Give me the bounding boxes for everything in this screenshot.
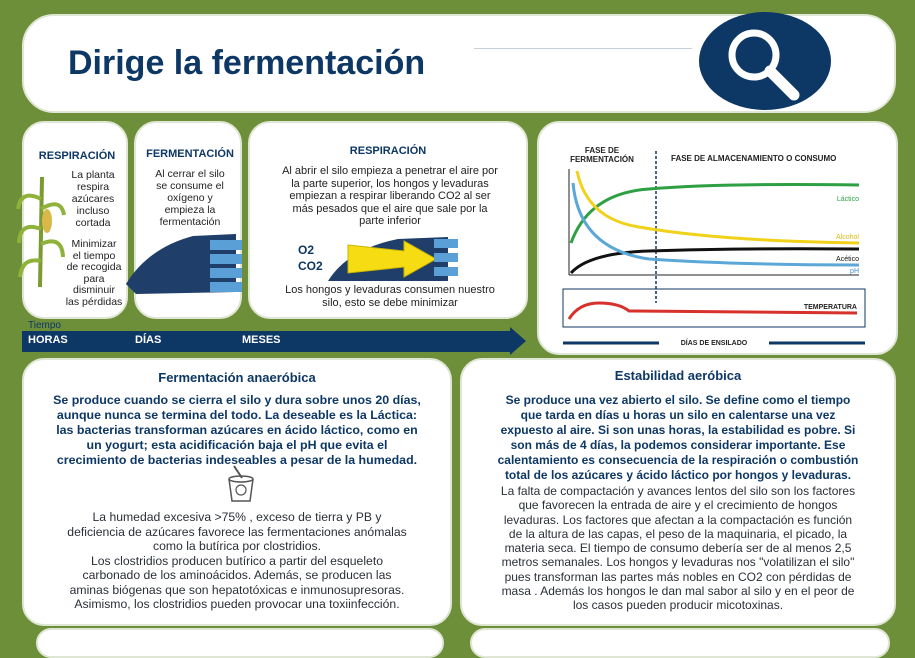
corn-plant-icon [16,169,66,294]
timeline-label-meses: MESES [242,334,281,346]
fermentation-chart-card [537,121,898,355]
aerobic-details: La falta de compactación y avances lentos del silo son los factores que favorecen la entrada de aire y el crecimiento de hongos levaduras. Los factores que afectan a la compactación es función de la altura de las capas, el peso de la maquinaria, el picado, la materia seca. El tiempo de consumo debería ser de al menos 2,5 metros semanales. Los hongos y levaduras nos "volatilizan el silo" pues transforman las partes más nobles en CO2 con pérdidas de masa . Además los hongos le dan mal sabor al silo y en el peor de los casos pueden producir micotoxinas. [500,484,856,613]
stage-respiration-card [22,121,128,319]
anaerobic-fermentation-card [22,358,452,626]
series-acetico [571,249,859,273]
fermentation-chart [539,123,896,353]
legend-acetico: Acético [836,256,859,263]
next-card-left [36,628,444,658]
phase-label-fermentation: FASE DE FERMENTACIÓN [570,146,634,164]
yogurt-icon [224,464,258,509]
o2-label: O2 [298,243,315,257]
page-title: Dirige la fermentación [68,44,426,82]
stage-description: La planta respira azúcares incluso cortada [71,169,115,229]
timeline-axis-label: Tiempo [28,320,61,331]
legend-lactico: Láctico [836,196,859,203]
stage-description: Al abrir el silo empieza a penetrar el aire por la parte superior, los hongos y levaduras empiezan a respirar liberando CO2 al ser más pesados que el aire que sale por la parte inferior [282,165,498,227]
co2-label: CO2 [298,259,323,273]
closed-silo-icon [118,222,258,309]
stage-description: Al cerrar el silo se consume el oxígeno y empieza la fermentación [155,168,225,228]
x-axis-label: DÍAS DE ENSILADO [680,340,748,347]
open-silo-icon [308,229,468,288]
aerobic-summary: Se produce una vez abierto el silo. Se define como el tiempo que tarda en días u horas un silo en calentarse una vez expuesto al aire. Si son unas horas, la estabilidad es pobre. Si son más de 4 días, la podemos considerar importante. Ese calentamiento es consecuencia de la respiración o combustión total de los azúcares y ácido láctico por hongos y levaduras. [497,393,859,482]
stage-title: RESPIRACIÓN [38,150,116,162]
aerobic-stability-card [460,358,896,626]
magnifier-icon [699,12,831,110]
series-alcohol [577,171,859,243]
stage-title: FERMENTACIÓN [146,148,234,160]
stage-tip: Minimizar el tiempo de recogida para disminuir las pérdidas [65,238,123,308]
phase-label-storage: FASE DE ALMACENAMIENTO O CONSUMO [671,154,837,163]
legend-alcohol: Alcohol [836,234,859,241]
anaerobic-details: La humedad excesiva >75% , exceso de tierra y PB y deficiencia de azúcares favorece las fermentaciones anómalas como la butírica por clostridios. Los clostridios producen butírico a partir del esqueleto carbonado de los aminoácidos. Además, se producen las aminas biógenas que son hepatotóxicas e inmunosupresoras. Asimismo, los clostridios pueden provocar una toxiinfección. [67,510,407,611]
section-title: Fermentación anaeróbica [158,370,316,385]
timeline-label-horas: HORAS [28,334,68,346]
legend-temperatura: TEMPERATURA [803,304,857,311]
timeline-label-dias: DÍAS [135,334,162,346]
series-lactico [571,185,859,244]
section-title: Estabilidad aeróbica [614,368,742,383]
next-card-right [470,628,890,658]
timeline-arrow-icon [510,327,526,355]
anaerobic-summary: Se produce cuando se cierra el silo y dura sobre unos 20 días, aunque nunca se termina del todo. La deseable es la Láctica: las bacterias transforman azúcares en ácido láctico, como en un yogurt; esta acidificación baja el pH que evita el crecimiento de bacterias indeseables a pesar de la humedad. [53,393,421,467]
stage-footer: Los hongos y levaduras consumen nuestro silo, esto se debe minimizar [285,284,495,309]
stage-respiration-open-card [248,121,528,319]
title-divider [474,48,692,49]
legend-ph: pH [850,268,859,275]
stage-title: RESPIRACIÓN [349,145,427,157]
